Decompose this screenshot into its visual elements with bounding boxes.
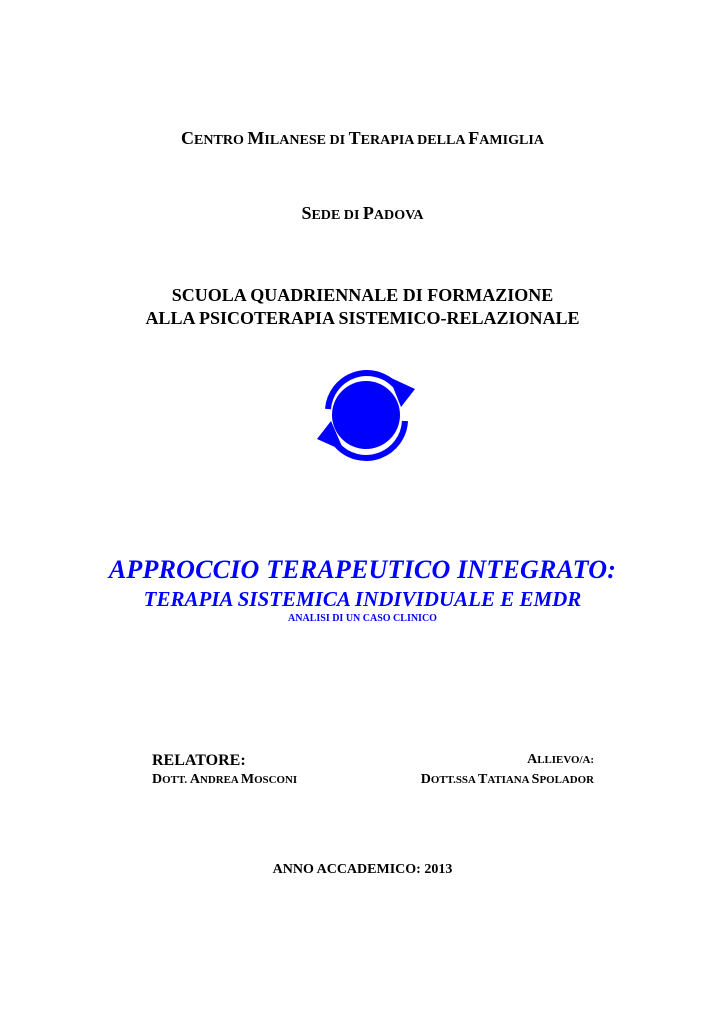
institution-name: CENTRO MILANESE DI TERAPIA DELLA FAMIGLIA (181, 128, 544, 148)
logo-inner-disc (332, 381, 400, 449)
thesis-case-label: ANALISI DI UN CASO CLINICO (288, 613, 437, 624)
allievo-name: DOTT.SSA TATIANA SPOLADOR (420, 772, 594, 787)
academic-year: ANNO ACCADEMICO: 2013 (272, 862, 453, 877)
school-name-line-1: SCUOLA QUADRIENNALE DI FORMAZIONE (171, 285, 554, 305)
school-name-line-2: ALLA PSICOTERAPIA SISTEMICO-RELAZIONALE (145, 308, 580, 328)
thesis-subtitle: TERAPIA SISTEMICA INDIVIDUALE E EMDR (143, 587, 582, 611)
thesis-title: APPROCCIO TERAPEUTICO INTEGRATO: (108, 555, 617, 584)
allievo-label: ALLIEVO/A: (527, 752, 594, 767)
campus-name: SEDE DI PADOVA (301, 203, 424, 223)
circular-arrows-logo-icon (311, 363, 421, 467)
relatore-name: DOTT. ANDREA MOSCONI (152, 772, 298, 787)
relatore-label: RELATORE: (152, 752, 246, 769)
